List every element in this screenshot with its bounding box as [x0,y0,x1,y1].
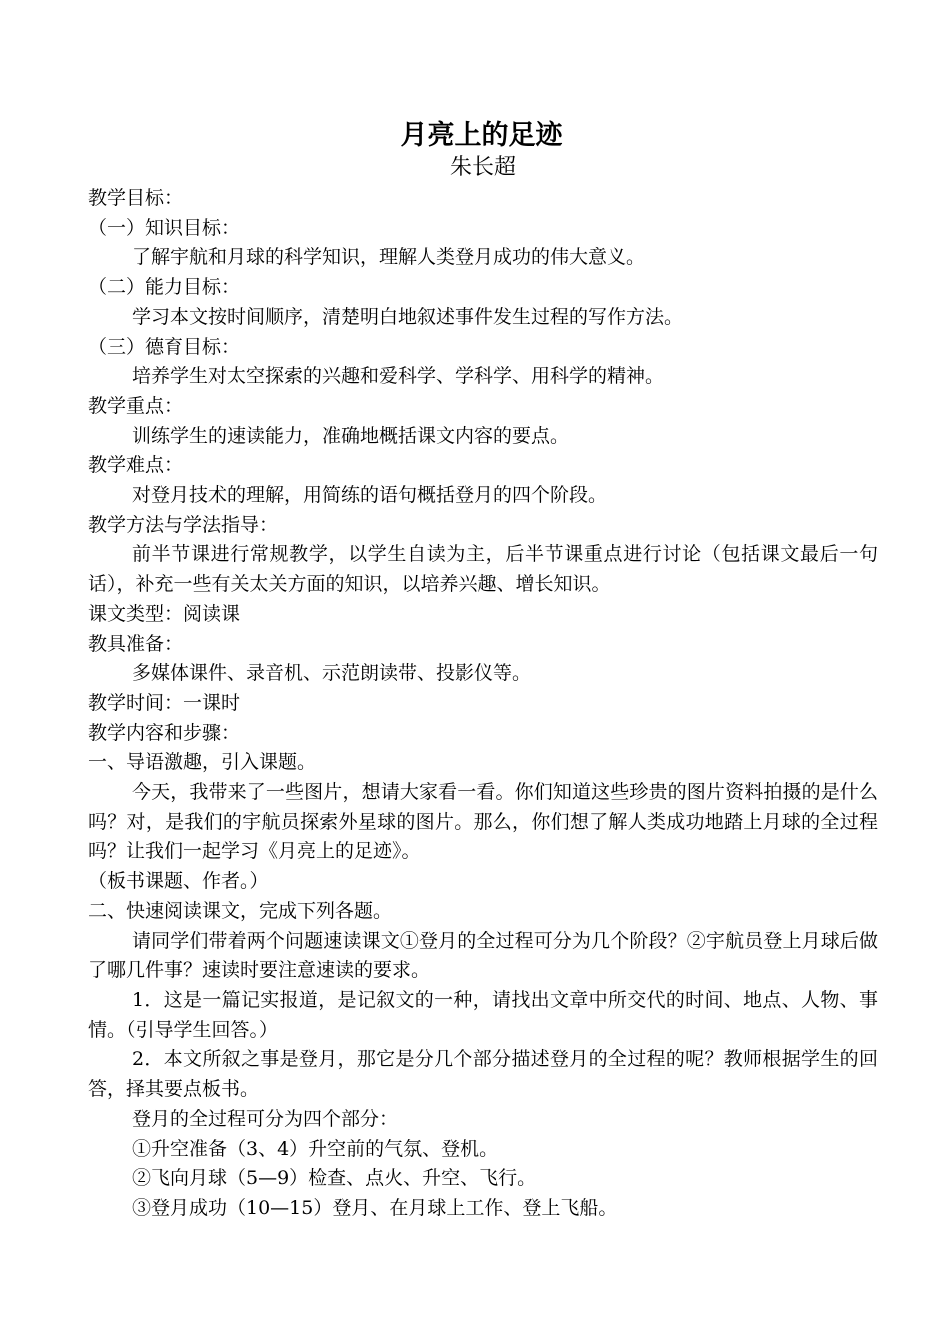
text-difficulties: 对登月技术的理解，用简练的语句概括登月的四个阶段。 [132,484,608,507]
heading-key-points: 教学重点： [88,394,184,417]
list-item-part-two: ②飞向月球（5—9）检查、点火、升空、飞行。 [132,1167,537,1190]
text-board-note: （板书课题、作者。） [88,870,269,893]
text-ability-goal: 学习本文按时间顺序，清楚明白地叙述事件发生过程的写作方法。 [132,305,684,328]
text-teaching-time: 教学时间：一课时 [88,691,241,714]
heading-difficulties: 教学难点： [88,454,184,477]
list-item-part-three: ③登月成功（10—15）登月、在月球上工作、登上飞船。 [132,1196,618,1219]
paragraph-methods: 前半节课进行常规教学，以学生自读为主，后半节课重点进行讨论（包括课文最后一句话），补充一些有关太关方面的知识，以培养兴趣、增长知识。 [88,543,878,596]
heading-methods: 教学方法与学法指导： [88,513,279,536]
text-key-points: 训练学生的速读能力，准确地概括课文内容的要点。 [132,424,570,447]
heading-step-one: 一、导语激趣，引入课题。 [88,751,317,774]
heading-teaching-aids: 教具准备： [88,632,184,655]
text-knowledge-goal: 了解宇航和月球的科学知识，理解人类登月成功的伟大意义。 [132,246,646,269]
paragraph-question-one: 1．这是一篇记实报道，是记叙文的一种，请找出文章中所交代的时间、地点、人物、事情。（引导学生回答。） [88,988,878,1041]
text-four-parts: 登月的全过程可分为四个部分： [132,1107,399,1130]
paragraph-question-two: 2．本文所叙之事是登月，那它是分几个部分描述登月的全过程的呢？教师根据学生的回答，择其要点板书。 [88,1048,878,1101]
text-moral-goal: 培养学生对太空探索的兴趣和爱科学、学科学、用科学的精神。 [132,365,665,388]
list-item-part-one: ①升空准备（3、4）升空前的气氛、登机。 [132,1137,499,1160]
paragraph-introduction: 今天，我带来了一些图片，想请大家看一看。你们知道这些珍贵的图片资料拍摄的是什么吗？对，是我们的宇航员探索外星球的图片。那么，你们想了解人类成功地踏上月球的全过程吗？让我们一起学习《月亮上的足迹》。 [88,781,878,863]
subheading-moral-goal: （三）德育目标： [88,335,241,358]
heading-teaching-goals: 教学目标： [88,187,184,209]
document-page [88,118,878,1224]
paragraph-speed-reading: 请同学们带着两个问题速读课文①登月的全过程可分为几个阶段？②宇航员登上月球后做了哪几件事？速读时要注意速读的要求。 [88,929,878,982]
subheading-knowledge-goal: （一）知识目标： [88,216,241,239]
heading-content-steps: 教学内容和步骤： [88,721,241,744]
heading-step-two: 二、快速阅读课文，完成下列各题。 [88,899,393,922]
document-author: 朱长超 [449,155,516,180]
subheading-ability-goal: （二）能力目标： [88,276,241,299]
text-lesson-type: 课文类型：阅读课 [88,602,241,625]
document-title: 月亮上的足迹 [400,120,563,151]
text-teaching-aids: 多媒体课件、录音机、示范朗读带、投影仪等。 [132,662,532,685]
